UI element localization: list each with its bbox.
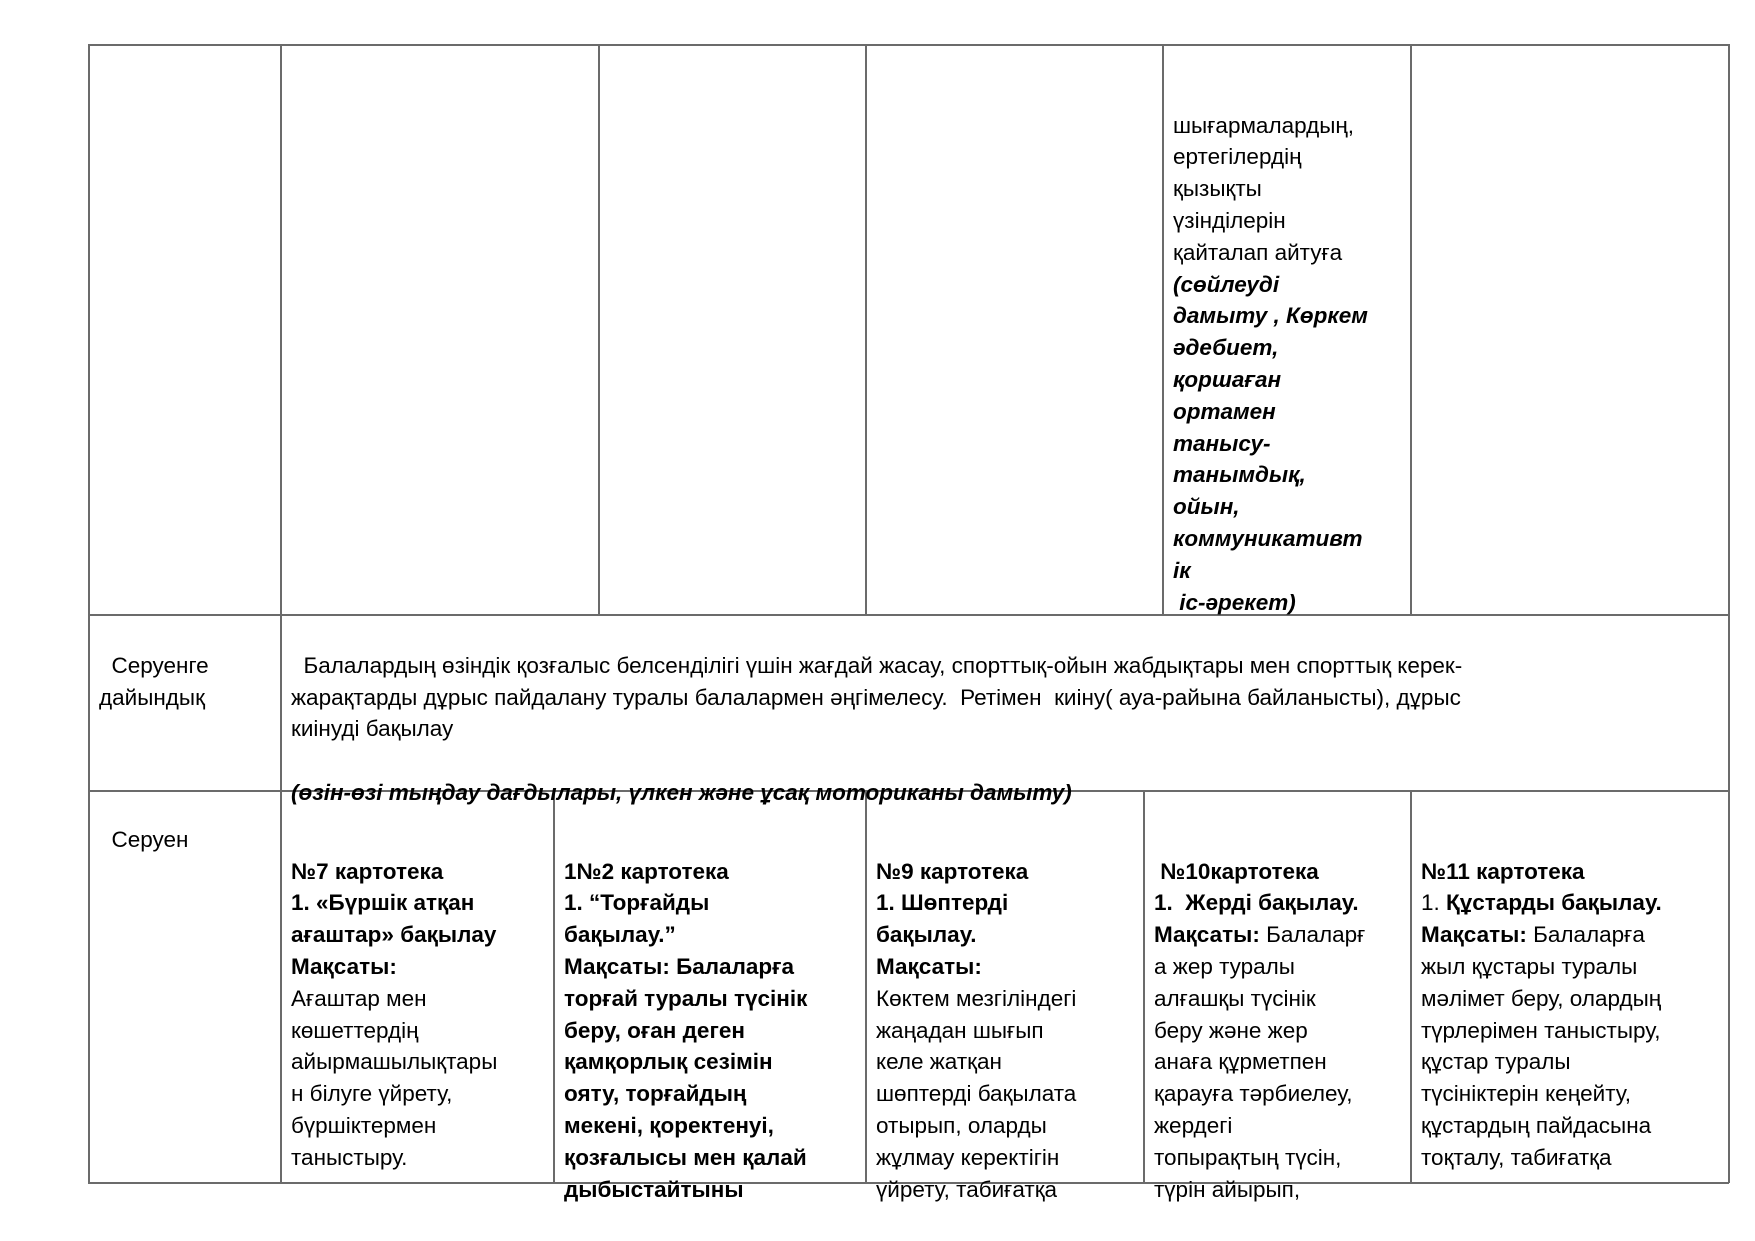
row1-col5-line-5: қайталап айтуға — [1173, 239, 1343, 265]
row3-col4-goal-label: Мақсаты: — [1154, 922, 1260, 948]
row3-label-cell — [89, 791, 280, 856]
row1-col5-italic-5: ортамен — [1173, 398, 1276, 424]
row3-col4-heading: №10картотека 1. Жерді бақылау. — [1154, 858, 1359, 916]
row3-col3-heading: №9 картотека 1. Шөптерді бақылау. Мақсаты: — [876, 858, 1029, 979]
row3-col3-text: Көктем мезгіліндегі жаңадан шығып келе жатқан шөптерді бақылата отырып, оларды жұлмау керектігін үйрету, табиғатқа — [876, 985, 1077, 1202]
row3-col5-cell — [1411, 791, 1728, 1205]
row1-col5-italic-1: (сөйлеуді — [1173, 271, 1280, 297]
row1-col5-italic-3: әдебиет, — [1173, 335, 1279, 361]
row3-col4-goal-first: Балаларғ — [1259, 922, 1366, 948]
row2-text: Балалардың өзіндік қозғалыс белсенділігі үшін жағдай жасау, спорттық-ойын жабдықтары мен спорттық керек- жарақтарды дұрыс пайдалану туралы балалармен әңгімелесу. Ретімен киіну( ауа-райына байланысты), дұрыс киінуді бақылау — [291, 652, 1463, 742]
row1-col5-line-1: шығармалардың, — [1173, 112, 1355, 138]
row1-col5-italic-11: іс-әрекет) — [1173, 589, 1296, 615]
row1-col5-line-4: үзінділерін — [1173, 207, 1286, 233]
row2-label: Серуенге дайындық — [99, 652, 209, 710]
row1-col5-cell — [1163, 44, 1410, 650]
row3-col5-title: №11 картотека — [1421, 858, 1585, 884]
row1-col5-line-3: қызықты — [1173, 176, 1262, 202]
row1-col5-italic-9: коммуникативт — [1173, 525, 1363, 551]
row3-col3-cell — [866, 791, 1143, 1237]
row3-col5-text: жыл құстары туралы мәлімет беру, олардың түрлерімен таныстыру, құстар туралы түсініктерін кеңейту, құстардың пайдасына тоқталу, табиғатқа — [1421, 953, 1662, 1170]
row2-italic-note: (өзін-өзі тыңдау дағдылары, үлкен және ұсақ моториканы дамыту) — [291, 779, 1072, 805]
row3-col5-goal-first: Балаларға — [1526, 922, 1645, 948]
row3-label: Серуен — [111, 826, 189, 852]
table-left-border — [88, 44, 90, 1183]
table-right-border — [1728, 44, 1730, 1183]
row1-col5-italic-8: ойын, — [1173, 494, 1240, 520]
row3-col4-text: а жер туралы алғашқы түсінік беру және жер анаға құрметпен қарауға тәрбиелеу, жердегі топырақтың түсін, түрін айырып, — [1154, 953, 1353, 1202]
row3-col1-text: Ағаштар мен көшеттердің айырмашылықтары н білуге үйрету, бүршіктермен таныстыру. — [291, 985, 498, 1170]
row1-col5-italic-6: танысу- — [1173, 430, 1271, 456]
row3-col1-heading: №7 картотека 1. «Бүршік атқан ағаштар» бақылау Мақсаты: — [291, 858, 497, 979]
row1-col5-italic-4: қоршаған — [1173, 366, 1282, 392]
row3-col5-title2: Құстарды бақылау. — [1446, 890, 1662, 916]
row3-col2-heading: 1№2 картотека 1. “Торғайды бақылау.” Мақсаты: Балаларға торғай туралы түсінік беру, оған деген қамқорлық сезімін ояту, торғайдың мекені, қоректенуі, қозғалысы мен қалай дыбыстайтыны — [564, 858, 808, 1202]
table-top-border — [88, 44, 1729, 46]
row3-col2-cell — [554, 791, 865, 1237]
row1-col5-italic-10: ік — [1173, 557, 1191, 583]
row1-col5-line-2: ертегілердің — [1173, 144, 1302, 170]
row1-col5-italic-2: дамыту , Көркем — [1173, 303, 1368, 329]
row1-col5-italic-7: танымдық, — [1173, 462, 1306, 488]
row1-col-divider-2 — [865, 44, 867, 615]
row1-col-divider-1 — [598, 44, 600, 615]
row3-col5-number: 1. — [1421, 890, 1447, 916]
row2-label-cell — [89, 615, 280, 713]
row3-col4-cell — [1144, 791, 1410, 1237]
row3-col1-cell — [281, 791, 553, 1205]
row3-col5-goal-label: Мақсаты: — [1421, 922, 1527, 948]
row1-col-divider-4 — [1410, 44, 1412, 615]
